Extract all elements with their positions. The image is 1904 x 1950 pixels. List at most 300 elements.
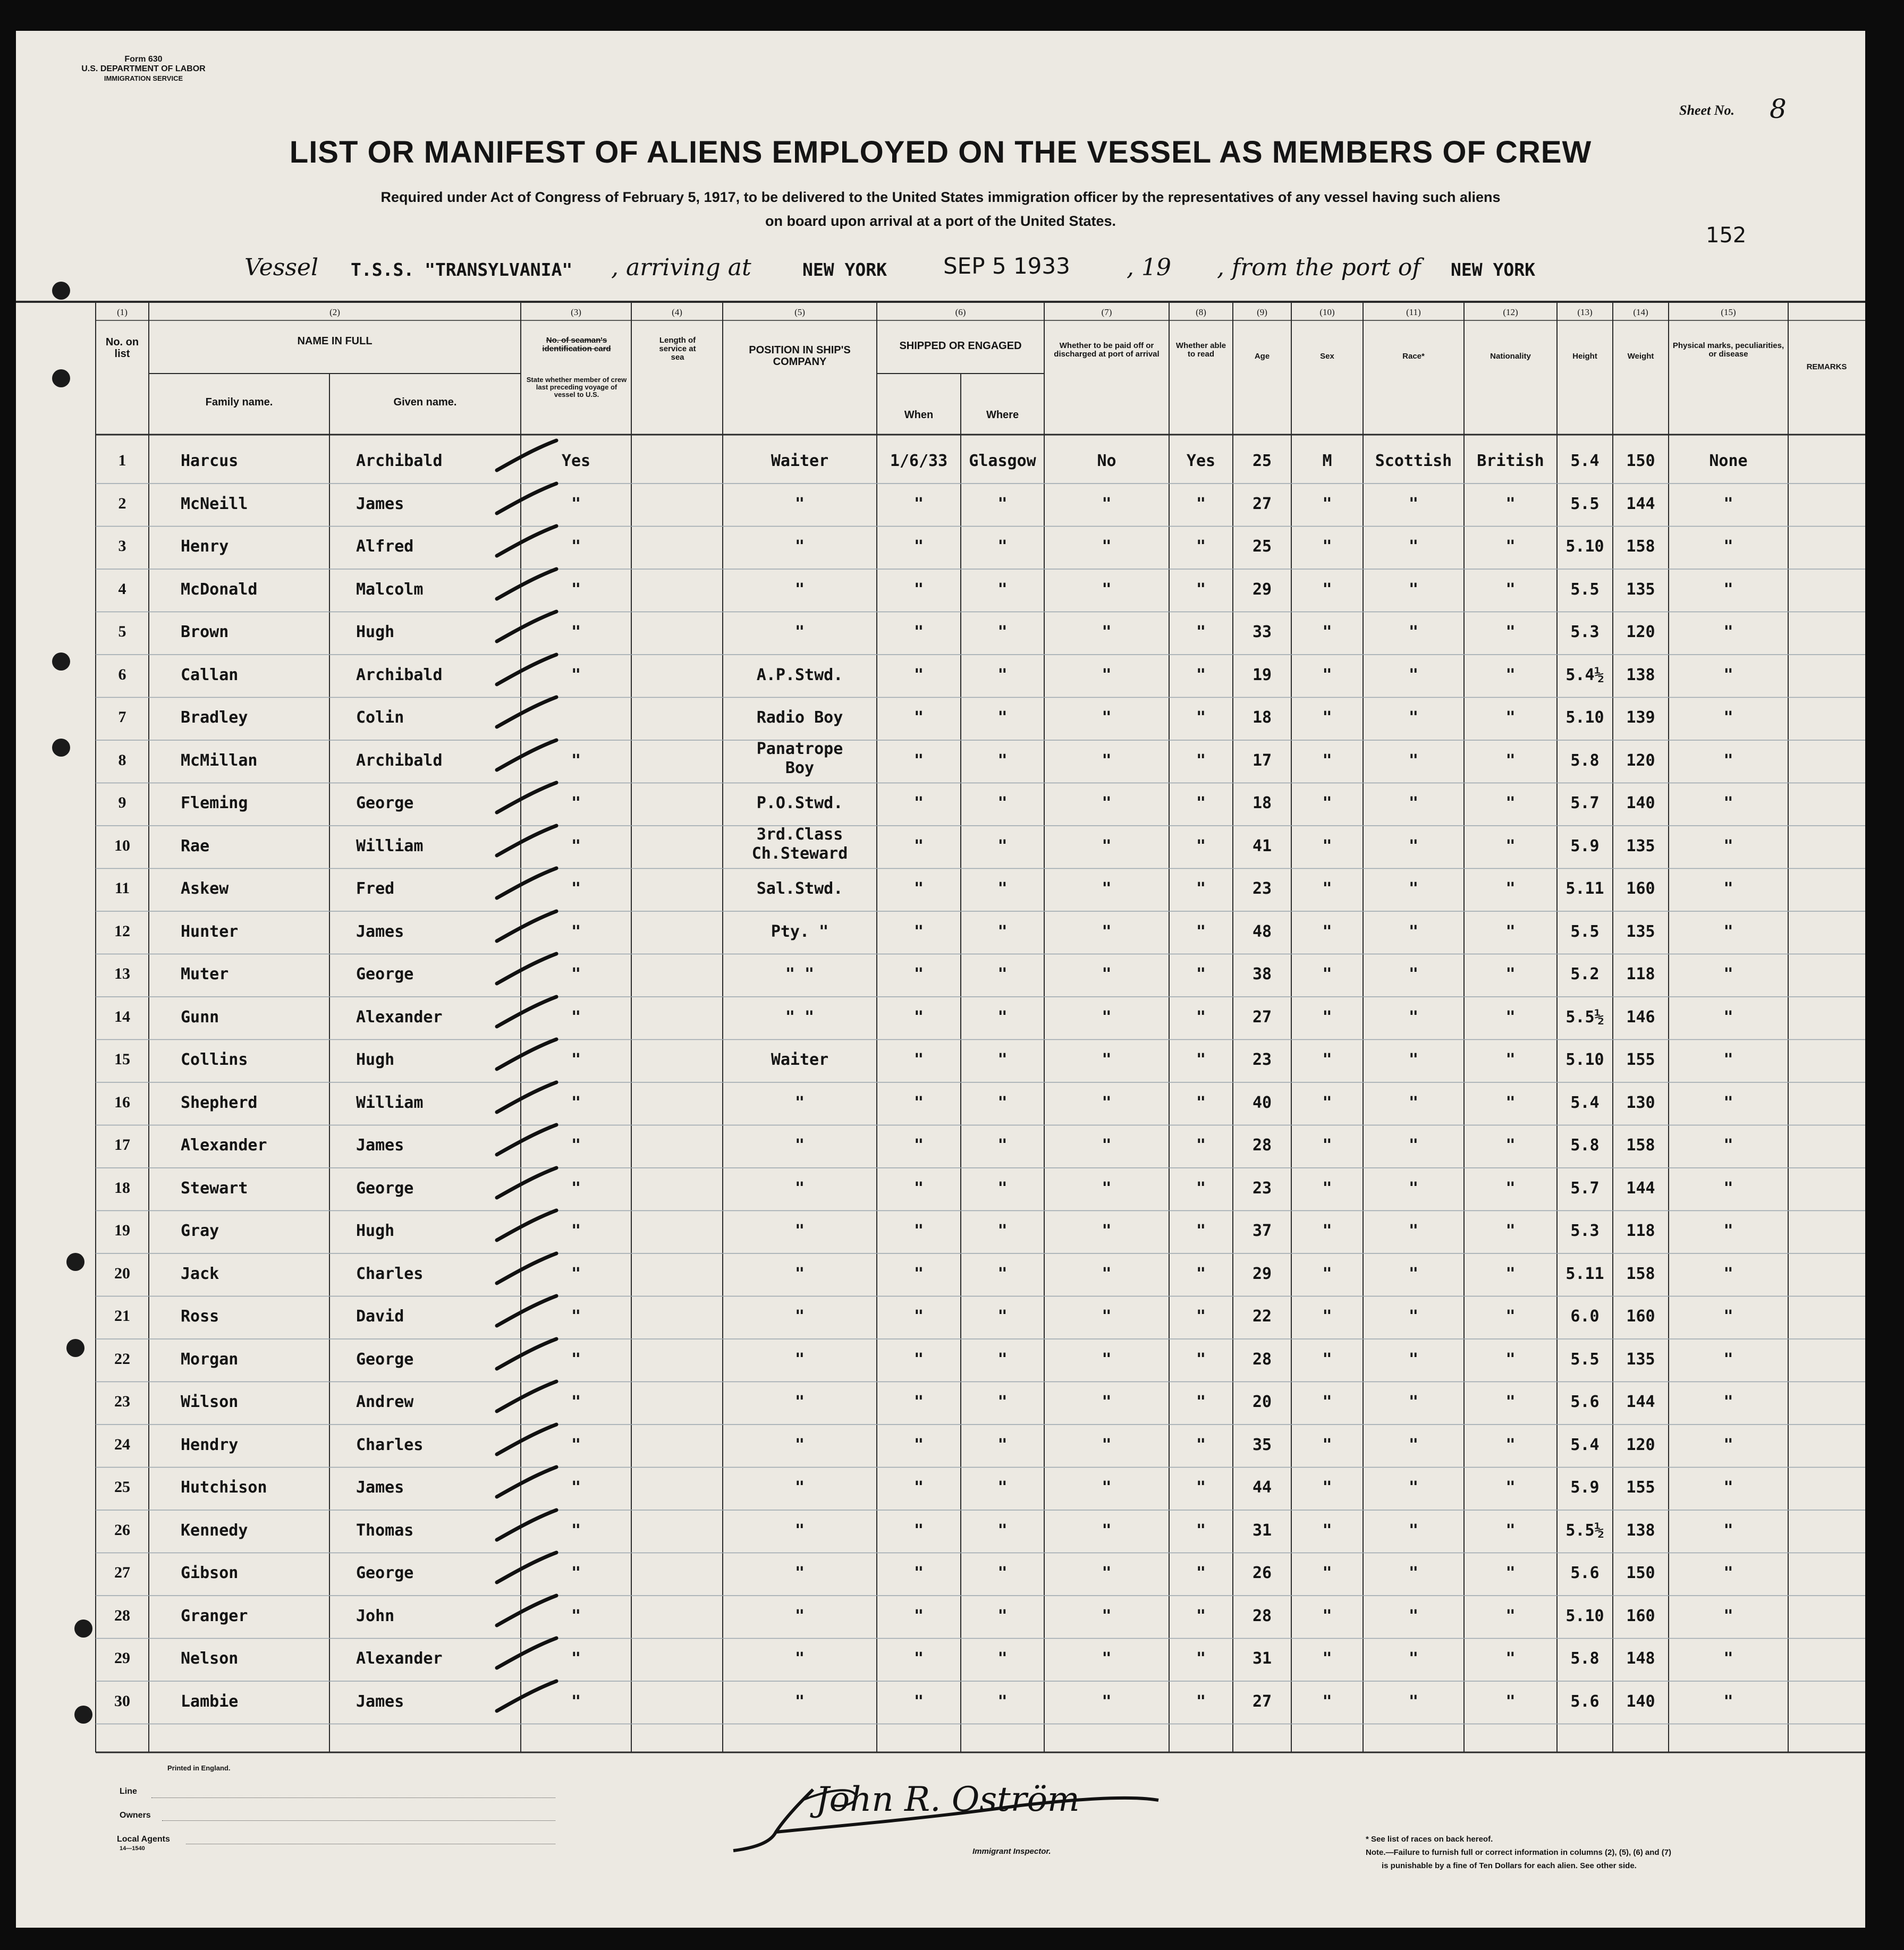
physical-marks: None bbox=[1709, 452, 1748, 470]
col-13-number: (13) bbox=[1577, 307, 1593, 317]
height: 5.10 bbox=[1565, 708, 1604, 727]
position: " bbox=[794, 1649, 805, 1668]
shipped-when: " bbox=[913, 1350, 924, 1369]
previous-voyage: " bbox=[571, 1222, 581, 1240]
height: 5.4½ bbox=[1565, 665, 1604, 684]
weight: 140 bbox=[1626, 794, 1655, 812]
col-8-number: (8) bbox=[1196, 307, 1206, 317]
shipped-where: " bbox=[997, 494, 1008, 513]
position: " bbox=[794, 1692, 805, 1711]
tick-mark-icon bbox=[492, 1250, 561, 1287]
shipped-where: " bbox=[997, 623, 1008, 641]
weight: 158 bbox=[1626, 1136, 1655, 1155]
given-name: John bbox=[356, 1606, 395, 1625]
row-number: 25 bbox=[114, 1478, 130, 1496]
height: 5.10 bbox=[1565, 1606, 1604, 1625]
nationality: " bbox=[1505, 1179, 1516, 1198]
date-stamp: SEP 5 1933 bbox=[943, 253, 1070, 279]
able-to-read: " bbox=[1196, 922, 1206, 941]
sex: " bbox=[1322, 1307, 1332, 1326]
paid-off: " bbox=[1102, 1649, 1112, 1668]
tick-mark-icon bbox=[492, 694, 561, 731]
form-code: 14—1540 bbox=[120, 1845, 145, 1852]
paid-off: " bbox=[1102, 1564, 1112, 1582]
race: " bbox=[1408, 708, 1419, 727]
nationality: " bbox=[1505, 623, 1516, 641]
tick-mark-icon bbox=[492, 1378, 561, 1415]
col-4-number: (4) bbox=[672, 307, 682, 317]
col-nationality: Nationality bbox=[1490, 352, 1531, 361]
given-name: Andrew bbox=[356, 1393, 414, 1411]
age: 37 bbox=[1252, 1222, 1272, 1240]
family-name: Stewart bbox=[181, 1179, 248, 1198]
age: 23 bbox=[1252, 1179, 1272, 1198]
row-number: 10 bbox=[114, 836, 130, 854]
height: 5.5½ bbox=[1565, 1007, 1604, 1027]
able-to-read: " bbox=[1196, 1521, 1206, 1540]
weight: 140 bbox=[1626, 1692, 1655, 1711]
weight: 146 bbox=[1626, 1007, 1655, 1027]
height: 5.9 bbox=[1570, 1478, 1600, 1497]
family-name: Hendry bbox=[181, 1435, 239, 1454]
nationality: British bbox=[1477, 452, 1544, 470]
col-1-number: (1) bbox=[117, 307, 128, 317]
physical-marks: " bbox=[1723, 1649, 1733, 1668]
paid-off: " bbox=[1102, 537, 1112, 556]
weight: 135 bbox=[1626, 580, 1655, 599]
tick-mark-icon bbox=[492, 908, 561, 945]
shipped-when: " bbox=[913, 965, 924, 984]
paid-off: " bbox=[1102, 879, 1112, 898]
shipped-where: " bbox=[997, 1478, 1008, 1497]
height: 5.5½ bbox=[1565, 1521, 1604, 1540]
physical-marks: " bbox=[1723, 836, 1733, 855]
col-race: Race* bbox=[1402, 352, 1425, 361]
age: 28 bbox=[1252, 1136, 1272, 1155]
given-name: Alexander bbox=[356, 1649, 443, 1668]
position: 3rd.Class Ch.Steward bbox=[751, 825, 848, 863]
weight: 158 bbox=[1626, 537, 1655, 556]
race: " bbox=[1408, 623, 1419, 641]
given-name: Archibald bbox=[356, 665, 443, 684]
previous-voyage: " bbox=[571, 1692, 581, 1711]
shipped-where: " bbox=[997, 665, 1008, 684]
vessel-name: T.S.S. "TRANSYLVANIA" bbox=[351, 259, 573, 280]
physical-marks: " bbox=[1723, 537, 1733, 556]
tick-mark-icon bbox=[492, 480, 561, 518]
binder-hole bbox=[52, 369, 70, 387]
document-title: LIST OR MANIFEST OF ALIENS EMPLOYED ON THE VESSEL AS MEMBERS OF CREW bbox=[289, 135, 1592, 169]
paid-off: " bbox=[1102, 1136, 1112, 1155]
weight: 150 bbox=[1626, 1564, 1655, 1582]
physical-marks: " bbox=[1723, 879, 1733, 898]
able-to-read: " bbox=[1196, 494, 1206, 513]
row-number: 5 bbox=[118, 623, 126, 640]
tick-mark-icon bbox=[492, 1036, 561, 1073]
shipped-when: " bbox=[913, 922, 924, 941]
physical-marks: " bbox=[1723, 1093, 1733, 1112]
inspector-signature bbox=[723, 1768, 1201, 1859]
shipped-where: " bbox=[997, 1050, 1008, 1069]
given-name: Hugh bbox=[356, 623, 395, 641]
age: 26 bbox=[1252, 1564, 1272, 1582]
age: 48 bbox=[1252, 922, 1272, 941]
race: " bbox=[1408, 879, 1419, 898]
tick-mark-icon bbox=[492, 865, 561, 902]
shipped-when: " bbox=[913, 879, 924, 898]
race: " bbox=[1408, 494, 1419, 513]
row-number: 24 bbox=[114, 1435, 130, 1453]
row-number: 3 bbox=[118, 537, 126, 555]
age: 40 bbox=[1252, 1093, 1272, 1112]
able-to-read: " bbox=[1196, 708, 1206, 727]
able-to-read: " bbox=[1196, 1093, 1206, 1112]
previous-voyage: " bbox=[571, 1307, 581, 1326]
printed-in-england: Printed in England. bbox=[167, 1764, 231, 1772]
age: 22 bbox=[1252, 1307, 1272, 1326]
age: 17 bbox=[1252, 751, 1272, 770]
shipped-when: " bbox=[913, 836, 924, 855]
position: P.O.Stwd. bbox=[756, 794, 843, 812]
able-to-read: " bbox=[1196, 1564, 1206, 1582]
given-name: Archibald bbox=[356, 452, 443, 470]
able-to-read: " bbox=[1196, 836, 1206, 855]
position: " bbox=[794, 1093, 805, 1112]
weight: 144 bbox=[1626, 1393, 1655, 1411]
shipped-where: " bbox=[997, 794, 1008, 812]
previous-voyage: " bbox=[571, 1606, 581, 1625]
position: " bbox=[794, 1222, 805, 1240]
shipped-where: " bbox=[997, 1093, 1008, 1112]
physical-marks: " bbox=[1723, 1050, 1733, 1069]
family-name: Morgan bbox=[181, 1350, 239, 1369]
family-name: Gunn bbox=[181, 1007, 219, 1027]
immigrant-inspector-label: Immigrant Inspector. bbox=[972, 1847, 1051, 1856]
row-number: 21 bbox=[114, 1307, 130, 1325]
family-name: Collins bbox=[181, 1050, 248, 1069]
sex: " bbox=[1322, 494, 1332, 513]
position: " bbox=[794, 1393, 805, 1411]
nationality: " bbox=[1505, 1136, 1516, 1155]
family-name: Alexander bbox=[181, 1136, 267, 1155]
position: " " bbox=[785, 965, 815, 984]
tick-mark-icon bbox=[492, 1079, 561, 1116]
physical-marks: " bbox=[1723, 1692, 1733, 1711]
paid-off: No bbox=[1097, 452, 1116, 470]
weight: 155 bbox=[1626, 1478, 1655, 1497]
race: " bbox=[1408, 1136, 1419, 1155]
position: Radio Boy bbox=[756, 708, 843, 727]
physical-marks: " bbox=[1723, 794, 1733, 812]
shipped-when: 1/6/33 bbox=[890, 452, 948, 470]
family-name: Gray bbox=[181, 1222, 219, 1240]
able-to-read: " bbox=[1196, 665, 1206, 684]
row-number: 15 bbox=[114, 1050, 130, 1068]
nationality: " bbox=[1505, 751, 1516, 770]
age: 25 bbox=[1252, 452, 1272, 470]
physical-marks: " bbox=[1723, 1179, 1733, 1198]
age: 20 bbox=[1252, 1393, 1272, 1411]
nationality: " bbox=[1505, 537, 1516, 556]
previous-voyage: " bbox=[571, 580, 581, 599]
weight: 160 bbox=[1626, 1307, 1655, 1326]
position: Pty. " bbox=[771, 922, 829, 941]
given-name: George bbox=[356, 965, 414, 984]
able-to-read: " bbox=[1196, 1478, 1206, 1497]
nationality: " bbox=[1505, 1350, 1516, 1369]
family-name: Henry bbox=[181, 537, 229, 556]
tick-mark-icon bbox=[492, 1122, 561, 1159]
races-note: * See list of races on back hereof. bbox=[1366, 1835, 1493, 1844]
family-name: Shepherd bbox=[181, 1093, 258, 1112]
previous-voyage: " bbox=[571, 1649, 581, 1668]
shipped-when: " bbox=[913, 537, 924, 556]
paid-off: " bbox=[1102, 1393, 1112, 1411]
physical-marks: " bbox=[1723, 1350, 1733, 1369]
row-number: 8 bbox=[118, 751, 126, 769]
physical-marks: " bbox=[1723, 751, 1733, 770]
physical-marks: " bbox=[1723, 708, 1733, 727]
col-9-number: (9) bbox=[1257, 307, 1267, 317]
col-age: Age bbox=[1254, 352, 1270, 361]
race: " bbox=[1408, 1393, 1419, 1411]
col-5-number: (5) bbox=[794, 307, 805, 317]
physical-marks: " bbox=[1723, 1007, 1733, 1027]
col-11-number: (11) bbox=[1406, 307, 1421, 317]
sex: " bbox=[1322, 751, 1332, 770]
tick-mark-icon bbox=[492, 566, 561, 603]
nationality: " bbox=[1505, 879, 1516, 898]
weight: 130 bbox=[1626, 1093, 1655, 1112]
height: 5.4 bbox=[1570, 452, 1600, 470]
race: " bbox=[1408, 1093, 1419, 1112]
given-name: James bbox=[356, 922, 404, 941]
able-to-read: " bbox=[1196, 1350, 1206, 1369]
shipped-when: " bbox=[913, 1307, 924, 1326]
physical-marks: " bbox=[1723, 623, 1733, 641]
row-number: 7 bbox=[118, 708, 126, 726]
race: " bbox=[1408, 922, 1419, 941]
height: 5.5 bbox=[1570, 922, 1600, 941]
race: " bbox=[1408, 1521, 1419, 1540]
position: " bbox=[794, 1521, 805, 1540]
paid-off: " bbox=[1102, 1093, 1112, 1112]
race: " bbox=[1408, 1564, 1419, 1582]
col-name-in-full: NAME IN FULL bbox=[297, 335, 373, 347]
race: " bbox=[1408, 1264, 1419, 1283]
row-number: 27 bbox=[114, 1564, 130, 1581]
row-number: 12 bbox=[114, 922, 130, 940]
paid-off: " bbox=[1102, 1692, 1112, 1711]
sex: " bbox=[1322, 1478, 1332, 1497]
physical-marks: " bbox=[1723, 494, 1733, 513]
sheet-number-label: Sheet No. bbox=[1679, 103, 1734, 118]
paid-off: " bbox=[1102, 965, 1112, 984]
able-to-read: " bbox=[1196, 1050, 1206, 1069]
position: " bbox=[794, 1478, 805, 1497]
sex: " bbox=[1322, 922, 1332, 941]
paid-off: " bbox=[1102, 1222, 1112, 1240]
given-name: Charles bbox=[356, 1435, 424, 1454]
shipped-when: " bbox=[913, 1264, 924, 1283]
sex: " bbox=[1322, 665, 1332, 684]
sex: " bbox=[1322, 1350, 1332, 1369]
binder-hole bbox=[52, 282, 70, 300]
col-able-to-read: Whether able to read bbox=[1175, 341, 1226, 359]
able-to-read: " bbox=[1196, 794, 1206, 812]
height: 5.7 bbox=[1570, 794, 1600, 812]
able-to-read: " bbox=[1196, 1007, 1206, 1027]
weight: 155 bbox=[1626, 1050, 1655, 1069]
shipped-where: " bbox=[997, 708, 1008, 727]
shipped-where: " bbox=[997, 836, 1008, 855]
shipped-where: " bbox=[997, 965, 1008, 984]
family-name: Wilson bbox=[181, 1393, 239, 1411]
binder-hole bbox=[52, 739, 70, 757]
given-name: Fred bbox=[356, 879, 395, 898]
shipped-where: " bbox=[997, 1007, 1008, 1027]
col-weight: Weight bbox=[1627, 352, 1654, 361]
race: " bbox=[1408, 751, 1419, 770]
shipped-when: " bbox=[913, 751, 924, 770]
able-to-read: " bbox=[1196, 1692, 1206, 1711]
given-name: James bbox=[356, 494, 404, 513]
paid-off: " bbox=[1102, 1435, 1112, 1454]
race: " bbox=[1408, 665, 1419, 684]
paid-off: " bbox=[1102, 794, 1112, 812]
height: 5.6 bbox=[1570, 1692, 1600, 1711]
weight: 118 bbox=[1626, 1222, 1655, 1240]
previous-voyage: Yes bbox=[561, 452, 591, 470]
shipped-when: " bbox=[913, 1521, 924, 1540]
race: " bbox=[1408, 1179, 1419, 1198]
sex: " bbox=[1322, 1007, 1332, 1027]
sex: " bbox=[1322, 1606, 1332, 1625]
col-physical-marks: Physical marks, peculiarities, or disease bbox=[1672, 341, 1784, 359]
race: " bbox=[1408, 1007, 1419, 1027]
paid-off: " bbox=[1102, 494, 1112, 513]
row-number: 16 bbox=[114, 1093, 130, 1111]
paid-off: " bbox=[1102, 1050, 1112, 1069]
sex: " bbox=[1322, 1050, 1332, 1069]
nationality: " bbox=[1505, 1222, 1516, 1240]
col-where: Where bbox=[986, 409, 1019, 421]
position: " bbox=[794, 537, 805, 556]
age: 29 bbox=[1252, 580, 1272, 599]
paid-off: " bbox=[1102, 751, 1112, 770]
given-name: Charles bbox=[356, 1264, 424, 1283]
family-name: Gibson bbox=[181, 1564, 239, 1582]
physical-marks: " bbox=[1723, 1564, 1733, 1582]
shipped-when: " bbox=[913, 1692, 924, 1711]
weight: 148 bbox=[1626, 1649, 1655, 1668]
previous-voyage: " bbox=[571, 623, 581, 641]
tick-mark-icon bbox=[492, 951, 561, 988]
family-name: Nelson bbox=[181, 1649, 239, 1668]
owners-label: Owners bbox=[120, 1811, 151, 1820]
shipped-when: " bbox=[913, 1435, 924, 1454]
col-position: POSITION IN SHIP'S COMPANY bbox=[749, 344, 851, 368]
binder-hole bbox=[52, 652, 70, 671]
paid-off: " bbox=[1102, 836, 1112, 855]
row-number: 30 bbox=[114, 1692, 130, 1710]
weight: 120 bbox=[1626, 623, 1655, 641]
shipped-where: " bbox=[997, 1179, 1008, 1198]
position: " bbox=[794, 623, 805, 641]
physical-marks: " bbox=[1723, 580, 1733, 599]
family-name: Callan bbox=[181, 665, 239, 684]
position: " bbox=[794, 1264, 805, 1283]
paid-off: " bbox=[1102, 1606, 1112, 1625]
family-name: Jack bbox=[181, 1264, 219, 1283]
service-name: IMMIGRATION SERVICE bbox=[104, 74, 183, 82]
from-port-value: NEW YORK bbox=[1451, 259, 1535, 280]
local-agents-label: Local Agents bbox=[117, 1835, 170, 1844]
row-number: 2 bbox=[118, 494, 126, 512]
sex: " bbox=[1322, 1692, 1332, 1711]
height: 5.10 bbox=[1565, 1050, 1604, 1069]
position: " bbox=[794, 580, 805, 599]
paid-off: " bbox=[1102, 623, 1112, 641]
row-number: 18 bbox=[114, 1179, 130, 1197]
previous-voyage: " bbox=[571, 1350, 581, 1369]
position: Waiter bbox=[771, 1050, 829, 1069]
shipped-when: " bbox=[913, 1136, 924, 1155]
shipped-when: " bbox=[913, 1179, 924, 1198]
physical-marks: " bbox=[1723, 1222, 1733, 1240]
age: 33 bbox=[1252, 623, 1272, 641]
weight: 135 bbox=[1626, 836, 1655, 855]
height: 5.5 bbox=[1570, 494, 1600, 513]
previous-voyage: " bbox=[571, 1393, 581, 1411]
family-name: Hunter bbox=[181, 922, 239, 941]
tick-mark-icon bbox=[492, 1293, 561, 1330]
given-name: Colin bbox=[356, 708, 404, 727]
given-name: Archibald bbox=[356, 751, 443, 770]
shipped-when: " bbox=[913, 1007, 924, 1027]
race: " bbox=[1408, 1050, 1419, 1069]
previous-voyage: " bbox=[571, 1179, 581, 1198]
binder-hole bbox=[74, 1706, 92, 1724]
race: " bbox=[1408, 1478, 1419, 1497]
previous-voyage: " bbox=[571, 1264, 581, 1283]
able-to-read: " bbox=[1196, 965, 1206, 984]
able-to-read: " bbox=[1196, 1606, 1206, 1625]
age: 23 bbox=[1252, 879, 1272, 898]
shipped-where: " bbox=[997, 1264, 1008, 1283]
shipped-where: " bbox=[997, 879, 1008, 898]
height: 5.5 bbox=[1570, 1350, 1600, 1369]
position: Waiter bbox=[771, 452, 829, 470]
nationality: " bbox=[1505, 965, 1516, 984]
tick-mark-icon bbox=[492, 1165, 561, 1202]
shipped-where: " bbox=[997, 1350, 1008, 1369]
shipped-when: " bbox=[913, 494, 924, 513]
row-number: 11 bbox=[114, 879, 130, 897]
binder-hole bbox=[66, 1253, 84, 1271]
race: " bbox=[1408, 965, 1419, 984]
family-name: McNeill bbox=[181, 494, 248, 513]
previous-voyage: " bbox=[571, 537, 581, 556]
shipped-when: " bbox=[913, 1649, 924, 1668]
nationality: " bbox=[1505, 1093, 1516, 1112]
family-name: Hutchison bbox=[181, 1478, 267, 1497]
shipped-where: " bbox=[997, 1222, 1008, 1240]
previous-voyage: " bbox=[571, 922, 581, 941]
age: 27 bbox=[1252, 1692, 1272, 1711]
col-6-number: (6) bbox=[955, 307, 966, 317]
height: 6.0 bbox=[1570, 1307, 1600, 1326]
